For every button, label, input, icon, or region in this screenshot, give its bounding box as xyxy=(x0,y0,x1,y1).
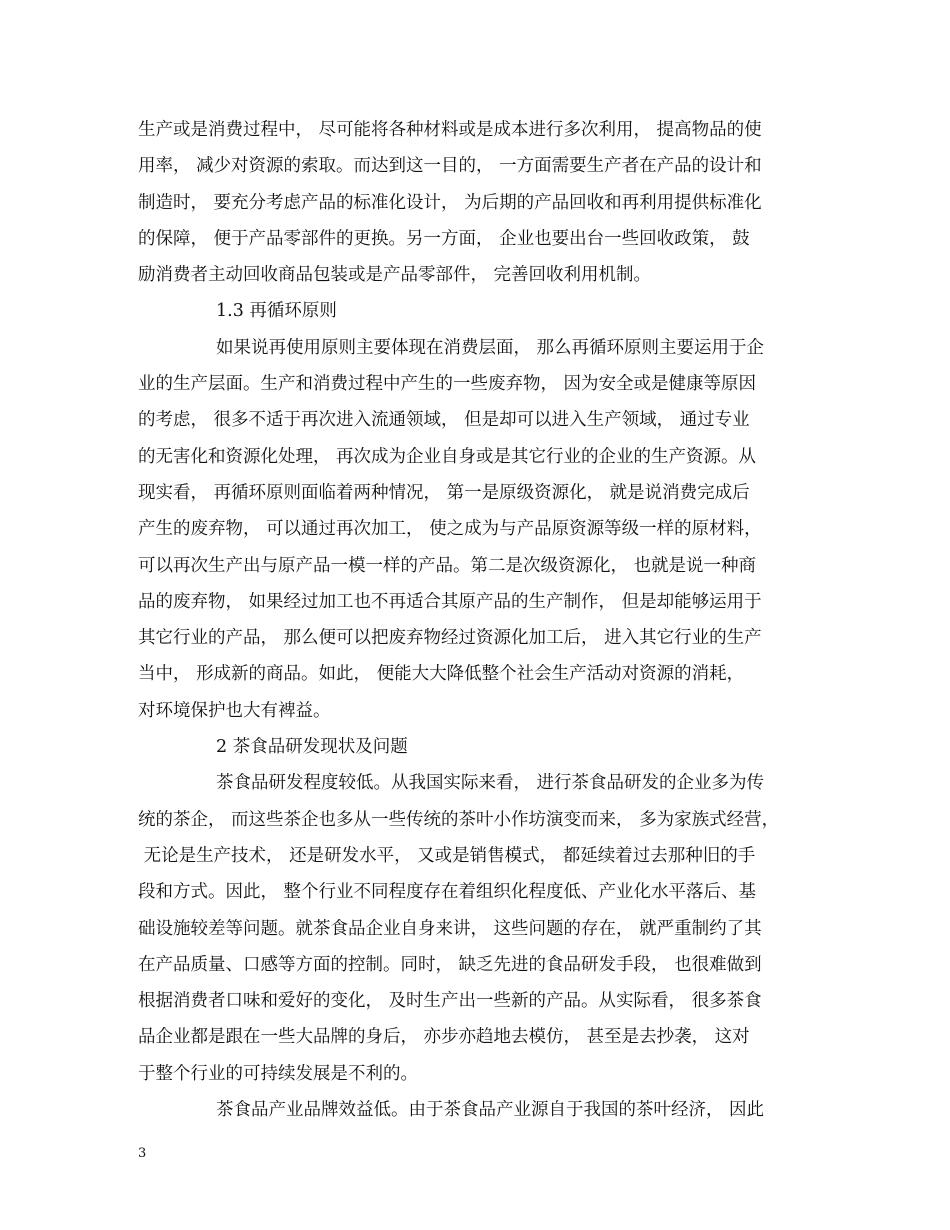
document-body xyxy=(138,112,818,1128)
text-line: 品的废弃物， 如果经过加工也不再适合其原产品的生产制作， 但是却能够运用于 xyxy=(138,591,762,612)
text-line: 品企业都是跟在一些大品牌的身后， 亦步亦趋地去模仿， 甚至是去抄袭， 这对 xyxy=(138,1027,750,1048)
text-line: 现实看， 再循环原则面临着两种情况， 第一是原级资源化， 就是说消费完成后 xyxy=(138,482,750,503)
text-line: 茶食品研发程度较低。从我国实际来看， 进行茶食品研发的企业多为传 xyxy=(216,773,765,794)
text-line: 段和方式。因此， 整个行业不同程度存在着组织化程度低、产业化水平落后、基 xyxy=(138,882,757,903)
text-line: 生产或是消费过程中， 尽可能将各种材料或是成本进行多次利用， 提高物品的使 xyxy=(138,120,762,140)
text-line: 励消费者主动回收商品包装或是产品零部件， 完善回收利用机制。 xyxy=(138,265,652,286)
text-line: 其它行业的产品， 那么便可以把废弃物经过资源化加工后， 进入其它行业的生产 xyxy=(138,628,762,649)
text-line: 当中， 形成新的商品。如此， 便能大大降低整个社会生产活动对资源的消耗， xyxy=(138,664,745,685)
text-line: 业的生产层面。生产和消费过程中产生的一些废弃物， 因为安全或是健康等原因 xyxy=(138,374,757,395)
section-heading: 2 茶食品研发现状及问题 xyxy=(216,737,408,758)
text-line: 茶食品产业品牌效益低。由于茶食品产业源自于我国的茶叶经济， 因此 xyxy=(216,1100,765,1121)
section-heading: 1.3 再循环原则 xyxy=(216,301,337,322)
text-line: 的无害化和资源化处理， 再次成为企业自身或是其它行业的企业的生产资源。从 xyxy=(138,446,757,467)
page-number: 3 xyxy=(138,1146,147,1161)
text-line: 础设施较差等问题。就茶食品企业自身来讲， 这些问题的存在， 就严重制约了其 xyxy=(138,918,762,939)
text-line: 制造时， 要充分考虑产品的标准化设计， 为后期的产品回收和再利用提供标准化 xyxy=(138,192,762,213)
text-line: 用率， 减少对资源的索取。而达到这一目的， 一方面需要生产者在产品的设计和 xyxy=(138,156,762,177)
text-line: 对环境保护也大有裨益。 xyxy=(138,700,331,721)
text-line: 如果说再使用原则主要体现在消费层面， 那么再循环原则主要运用于企 xyxy=(216,337,765,358)
text-line: 于整个行业的可持续发展是不利的。 xyxy=(138,1063,418,1084)
text-line: 的保障， 便于产品零部件的更换。另一方面， 企业也要出台一些回收政策， 鼓 xyxy=(138,228,750,249)
text-line: 在产品质量、口感等方面的控制。同时， 缺乏先进的食品研发手段， 也很难做到 xyxy=(138,954,762,975)
text-line: 统的茶企， 而这些茶企也多从一些传统的茶叶小作坊演变而来， 多为家族式经营， xyxy=(138,809,780,830)
text-line: 无论是生产技术， 还是研发水平， 又或是销售模式， 都延续着过去那种旧的手 xyxy=(138,845,756,866)
text-line: 的考虑， 很多不适于再次进入流通领域， 但是却可以进入生产领域， 通过专业 xyxy=(138,410,750,431)
text-line: 根据消费者口味和爱好的变化， 及时生产出一些新的产品。从实际看， 很多茶食 xyxy=(138,991,762,1012)
text-line: 产生的废弃物， 可以通过再次加工， 使之成为与产品原资源等级一样的原材料， xyxy=(138,519,762,540)
text-line: 可以再次生产出与原产品一模一样的产品。第二是次级资源化， 也就是说一种商 xyxy=(138,555,757,576)
